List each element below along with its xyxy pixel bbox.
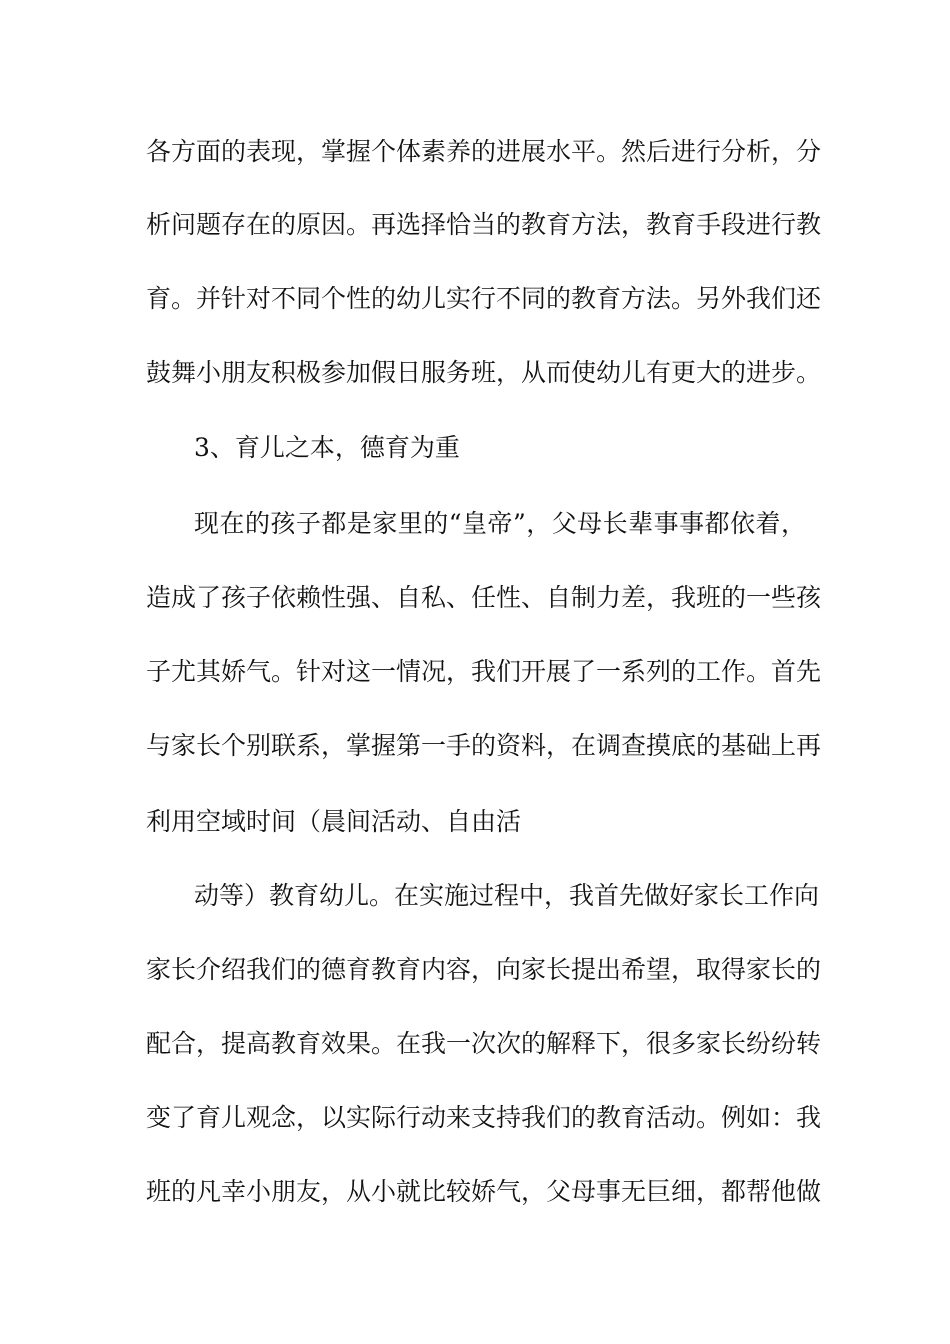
paragraph-line: 与家长个别联系，掌握第一手的资料，在调查摸底的基础上再 — [146, 731, 822, 760]
paragraph-line: 家长介绍我们的德育教育内容，向家长提出希望，取得家长的 — [146, 955, 822, 984]
paragraph-line: 配合，提高教育效果。在我一次次的解释下，很多家长纷纷转 — [146, 1029, 822, 1058]
paragraph-line: 班的凡幸小朋友，从小就比较娇气，父母事无巨细，都帮他做 — [146, 1177, 822, 1206]
paragraph-line: 鼓舞小朋友积极参加假日服务班，从而使幼儿有更大的进步。 — [146, 358, 822, 387]
paragraph-line: 利用空域时间（晨间活动、自由活 — [146, 807, 522, 836]
paragraph-line: 造成了孩子依赖性强、自私、任性、自制力差，我班的一些孩 — [146, 583, 822, 612]
paragraph-line: 育。并针对不同个性的幼儿实行不同的教育方法。另外我们还 — [146, 284, 822, 313]
paragraph-line: 子尤其娇气。针对这一情况，我们开展了一系列的工作。首先 — [146, 657, 822, 686]
paragraph-line: 变了育儿观念，以实际行动来支持我们的教育活动。例如：我 — [146, 1103, 822, 1132]
paragraph-line: 动等）教育幼儿。在实施过程中，我首先做好家长工作向 — [194, 881, 820, 910]
paragraph-line: 现在的孩子都是家里的“皇帝”，父母长辈事事都依着， — [194, 509, 806, 538]
paragraph-line: 析问题存在的原因。再选择恰当的教育方法，教育手段进行教 — [146, 210, 822, 239]
paragraph-line: 各方面的表现，掌握个体素养的进展水平。然后进行分析，分 — [146, 137, 822, 166]
section-heading: 3、育儿之本，德育为重 — [194, 433, 460, 462]
